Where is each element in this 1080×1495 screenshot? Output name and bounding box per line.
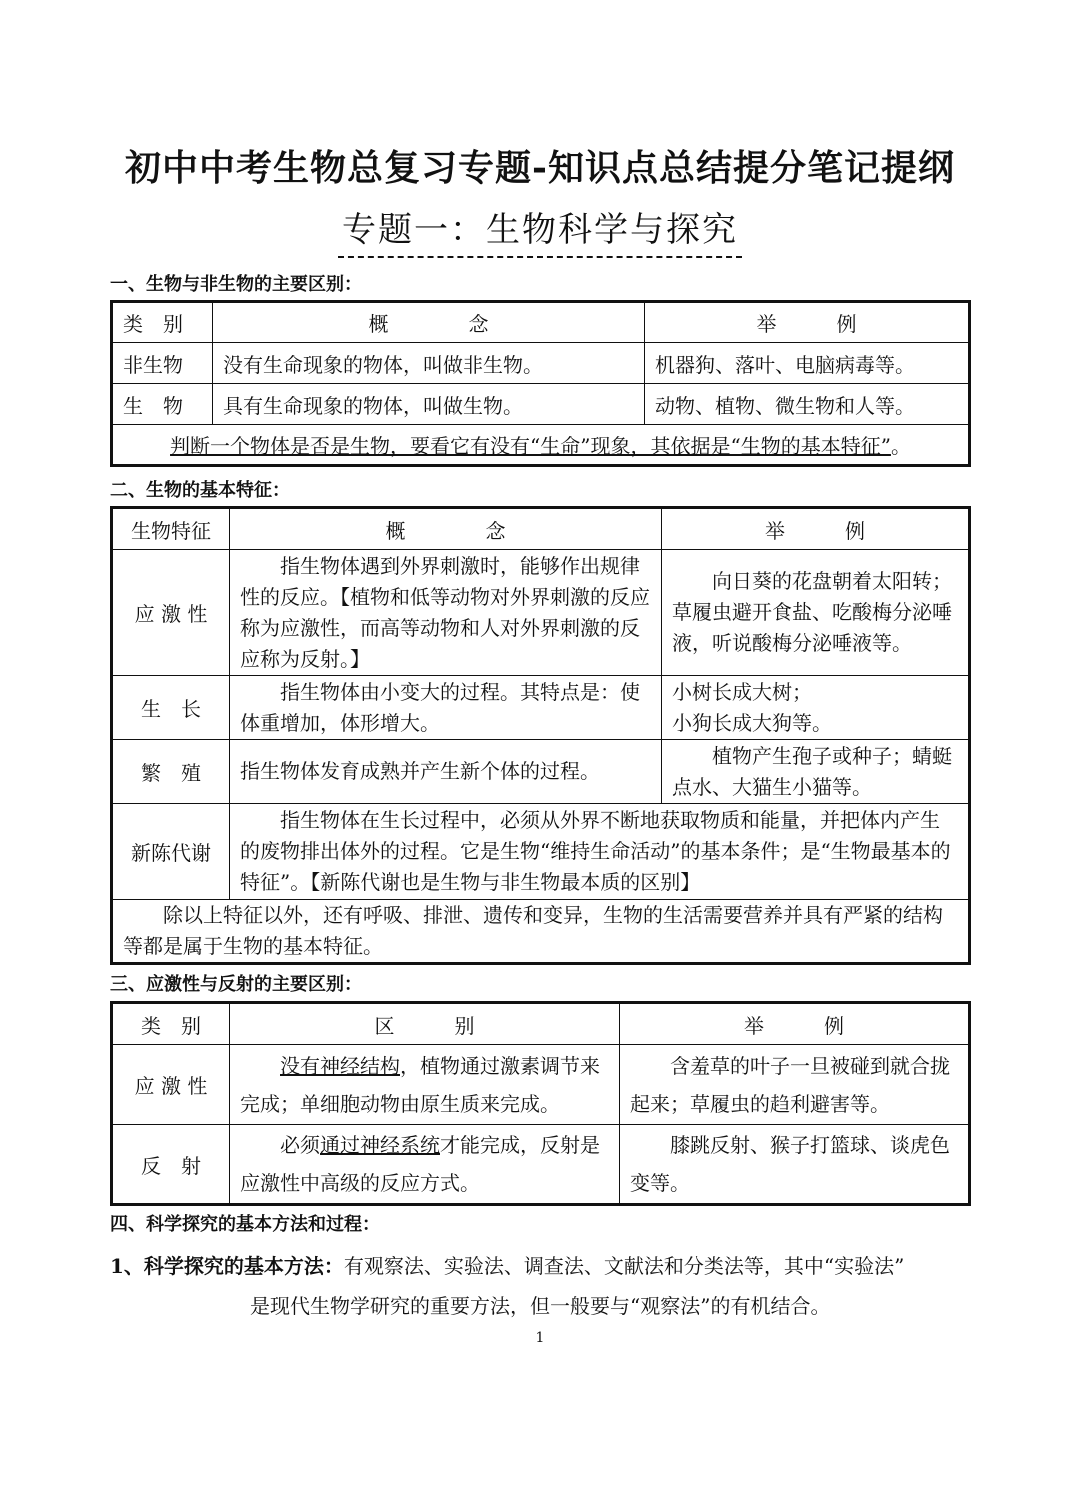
row-example: 植物产生孢子或种子；蜻蜓点水、大猫生小猫等。 xyxy=(662,740,970,804)
row-concept: 指生物体在生长过程中，必须从外界不断地获取物质和能量，并把体内产生的废物排出体外的过程。它是生物“维持生命活动”的基本条件；是“生物最基本的特征”。【新陈代谢也是生物与非生物最本质的区别】 xyxy=(230,804,970,900)
table-row xyxy=(112,550,970,676)
method-line-1 xyxy=(110,1246,980,1286)
table-row xyxy=(112,1125,970,1205)
note-end: 。 xyxy=(890,434,911,458)
row-feature: 生 长 xyxy=(112,676,230,740)
header-example: 举 例 xyxy=(662,508,970,550)
row-concept: 指生物体由小变大的过程。其特点是：使体重增加，体形增大。 xyxy=(230,676,662,740)
header-feature: 生物特征 xyxy=(112,508,230,550)
header-concept: 概 念 xyxy=(213,302,645,343)
basic-features-table xyxy=(110,506,971,965)
header-example: 举 例 xyxy=(645,302,970,343)
row-type: 非生物 xyxy=(112,343,213,384)
table-note-row xyxy=(112,425,970,466)
table-note: 除以上特征以外，还有呼吸、排泄、遗传和变异，生物的生活需要营养并具有严紧的结构等都是属于生物的基本特征。 xyxy=(112,900,970,964)
table-note-row xyxy=(112,900,970,964)
table-row xyxy=(112,1045,970,1125)
header-concept: 概 念 xyxy=(230,508,662,550)
table-header-row xyxy=(112,1003,970,1045)
table-row xyxy=(112,804,970,900)
row-example: 向日葵的花盘朝着太阳转；草履虫避开食盐、吃酸梅分泌唾液，听说酸梅分泌唾液等。 xyxy=(662,550,970,676)
table-header-row xyxy=(112,302,970,343)
row-type: 生 物 xyxy=(112,384,213,425)
header-diff: 区 别 xyxy=(230,1003,620,1045)
page-number: 1 xyxy=(535,1330,545,1346)
row-concept: 没有生命现象的物体，叫做非生物。 xyxy=(213,343,645,384)
section-1-heading: 一、生物与非生物的主要区别： xyxy=(110,274,362,295)
table-header-row xyxy=(112,508,970,550)
section-3-heading: 三、应激性与反射的主要区别： xyxy=(110,974,362,995)
row-feature: 应 激 性 xyxy=(112,550,230,676)
row-example: 机器狗、落叶、电脑病毒等。 xyxy=(645,343,970,384)
example-line: 小树长成大树； xyxy=(672,679,812,704)
table-row xyxy=(112,676,970,740)
diff-underlined: 通过神经系统 xyxy=(320,1133,440,1157)
note-text: 判断一个物体是否是生物，要看它有没有“生命”现象，其依据是“生物的基本特征” xyxy=(170,434,891,458)
row-type: 反 射 xyxy=(112,1125,230,1205)
row-example xyxy=(662,676,970,740)
row-concept: 指生物体发育成熟并产生新个体的过程。 xyxy=(230,740,662,804)
method-line-2: 是现代生物学研究的重要方法，但一般要与“观察法”的有机结合。 xyxy=(250,1294,831,1318)
header-type: 类 别 xyxy=(112,1003,230,1045)
row-concept: 指生物体遇到外界刺激时，能够作出规律性的反应。【植物和低等动物对外界刺激的反应称为应激性，而高等动物和人对外界刺激的反应称为反射。】 xyxy=(230,550,662,676)
method-label: 1、科学探究的基本方法： xyxy=(110,1254,344,1278)
stimulus-vs-reflex-table xyxy=(110,1001,971,1206)
section-4-heading: 四、科学探究的基本方法和过程： xyxy=(110,1214,380,1235)
diff-underlined: 没有神经结构 xyxy=(280,1053,400,1078)
header-example: 举 例 xyxy=(620,1003,970,1045)
row-concept: 具有生命现象的物体，叫做生物。 xyxy=(213,384,645,425)
method-paragraph xyxy=(110,1246,980,1326)
subtitle: 专题一：生物科学与探究 xyxy=(338,204,742,258)
method-text-1: 有观察法、实验法、调查法、文献法和分类法等，其中“实验法” xyxy=(343,1254,905,1278)
diff-rest: 才能完成，反射是应激性中高级的反应方式。 xyxy=(240,1133,600,1195)
row-example: 动物、植物、微生物和人等。 xyxy=(645,384,970,425)
row-example: 膝跳反射、猴子打篮球、谈虎色变等。 xyxy=(620,1125,970,1205)
table-row xyxy=(112,740,970,804)
living-vs-nonliving-table xyxy=(110,300,971,467)
subtitle-wrap xyxy=(0,204,1080,258)
example-line: 小狗长成大狗等。 xyxy=(672,710,832,735)
main-title: 初中中考生物总复习专题-知识点总结提分笔记提纲 xyxy=(125,147,955,189)
diff-pre: 必须 xyxy=(280,1133,320,1157)
row-diff xyxy=(230,1045,620,1125)
table-row xyxy=(112,343,970,384)
diff-rest: ，植物通过激素调节来完成；单细胞动物由原生质来完成。 xyxy=(240,1053,600,1116)
row-feature: 新陈代谢 xyxy=(112,804,230,900)
row-example: 含羞草的叶子一旦被碰到就合拢起来；草履虫的趋利避害等。 xyxy=(620,1045,970,1125)
table-row xyxy=(112,384,970,425)
row-type: 应 激 性 xyxy=(112,1045,230,1125)
table-note xyxy=(112,425,970,466)
header-type: 类 别 xyxy=(112,302,213,343)
row-diff xyxy=(230,1125,620,1205)
row-feature: 繁 殖 xyxy=(112,740,230,804)
section-2-heading: 二、生物的基本特征： xyxy=(110,480,290,501)
